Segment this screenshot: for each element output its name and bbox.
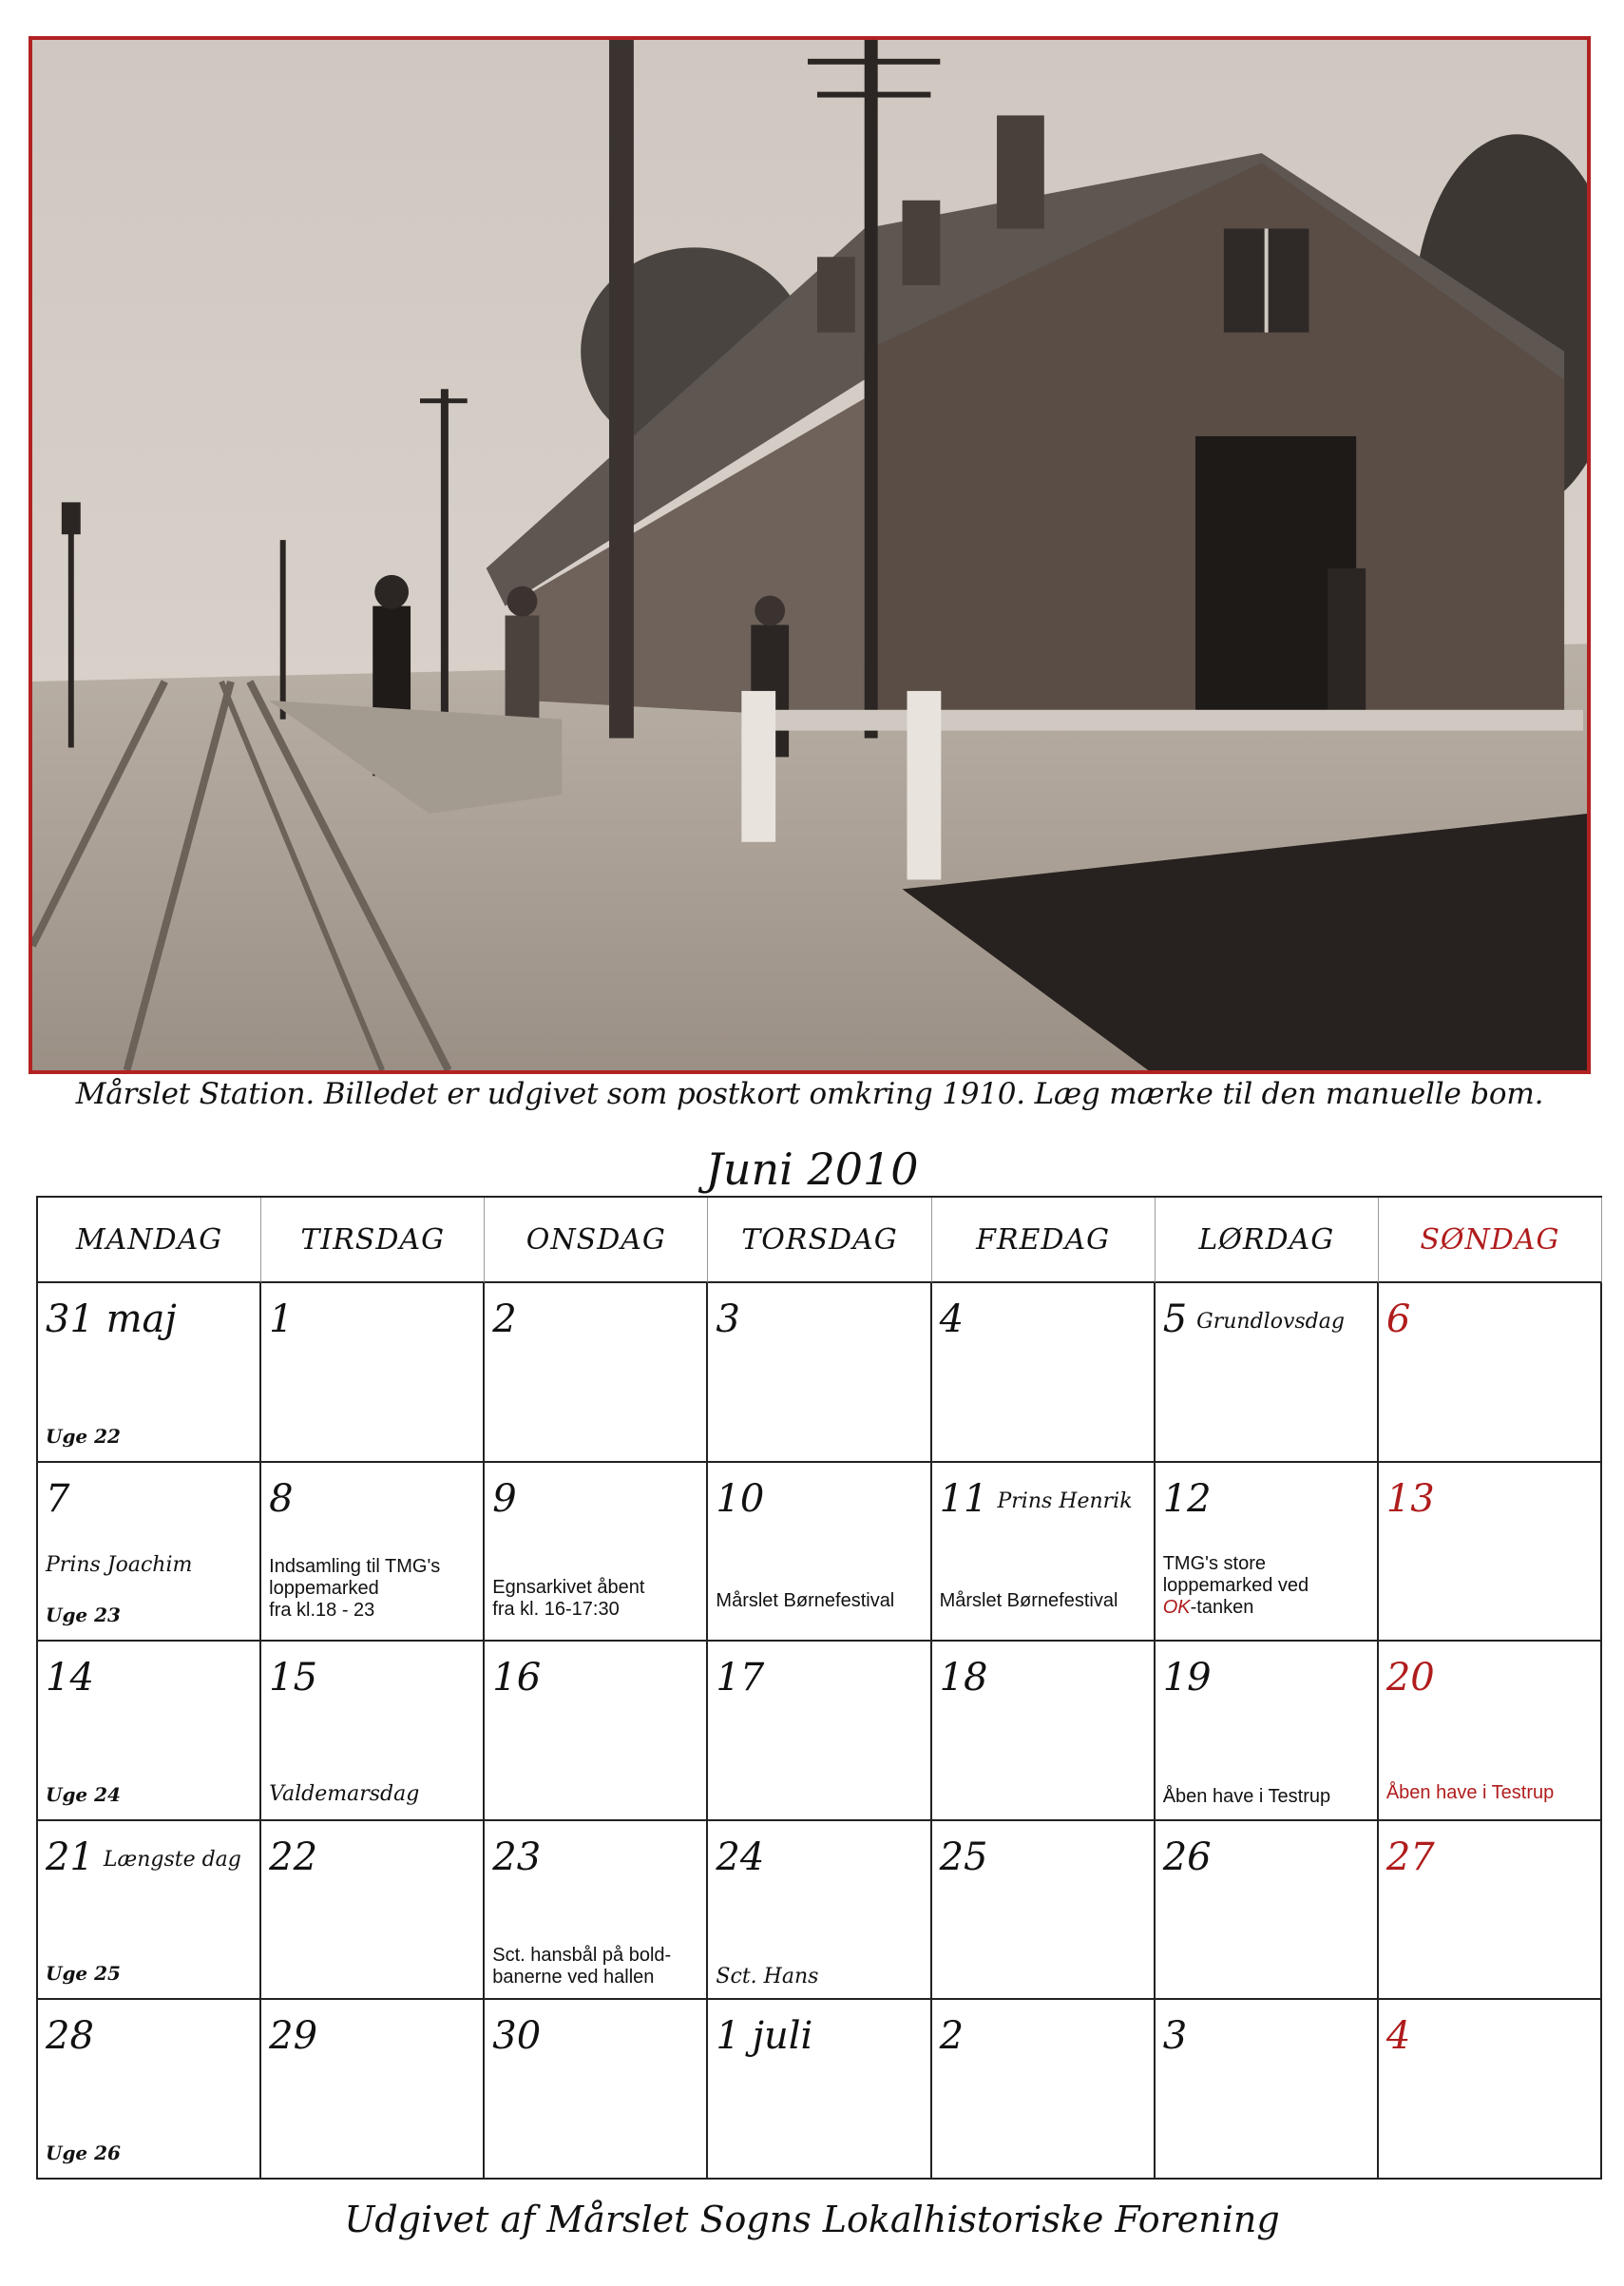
day-note: Prins Henrik [997,1489,1133,1513]
weekday-thursday: TORSDAG [708,1198,931,1283]
event-text: Mårslet Børnefestival [939,1589,1118,1611]
day-cell [261,1642,485,1821]
event-text: Mårslet Børnefestival [716,1589,895,1611]
day-cell [1379,1821,1602,2001]
weekday-sunday: SØNDAG [1379,1198,1602,1283]
day-cell [1156,1463,1379,1642]
week-number: Uge 25 [46,1962,121,1986]
day-number: 1 juli [716,2014,813,2059]
event-line: loppemarked [269,1577,379,1599]
week-number: Uge 22 [46,1424,121,1448]
day-cell [932,2000,1156,2180]
weekday-saturday: LØRDAG [1156,1198,1379,1283]
day-number: 23 [492,1835,542,1879]
event-text: Åben have i Testrup [1385,1781,1555,1803]
day-cell [38,1642,261,1821]
day-number [940,1476,1133,1525]
day-note: Længste dag [103,1847,241,1872]
day-cell [38,2000,261,2180]
day-number: 3 [1162,2014,1188,2059]
day-number: 6 [1385,1297,1411,1341]
day-cell [1379,1463,1602,1642]
day-cell [485,1283,708,1463]
day-note: Grundlovsdag [1196,1310,1345,1334]
holiday-label: Prins Joachim [46,1552,193,1577]
day-number: 24 [716,1835,765,1879]
day-cell [932,1821,1156,2001]
event-text: Åben have i Testrup [1162,1785,1331,1807]
day-number: 4 [939,1297,965,1341]
day-cell [1379,1283,1602,1463]
publisher-footer: Udgivet af Mårslet Sogns Lokalhistoriske Forening [344,2199,1280,2240]
station-photo-illustration [32,40,1587,1070]
day-number: 4 [1385,2014,1411,2059]
weekday-monday: MANDAG [38,1198,261,1283]
day-number: 12 [1162,1476,1212,1521]
event-line: fra kl. 16-17:30 [492,1598,620,1620]
day-number-value: 21 [46,1835,94,1879]
event-line: TMG's store [1162,1552,1266,1574]
event-tail: -tanken [1190,1596,1254,1618]
day-cell [485,2000,708,2180]
holiday-label: Valdemarsdag [269,1781,420,1806]
day-number: 29 [269,2014,318,2059]
event-text [269,1556,440,1622]
day-number: 13 [1385,1476,1435,1521]
event-text [1163,1553,1309,1619]
day-number: 9 [492,1476,517,1521]
day-number: 17 [716,1656,765,1700]
day-cell [708,1642,931,1821]
day-number-value: 11 [939,1476,988,1521]
day-number: 15 [269,1656,318,1700]
day-cell [708,1463,931,1642]
day-number: 30 [492,2014,542,2059]
day-cell [1156,2000,1379,2180]
day-cell [261,2000,485,2180]
photo-caption: Mårslet Station. Billedet er udgivet som postkort omkring 1910. Læg mærke til den manuelle bom. [75,1077,1544,1111]
event-line: banerne ved hallen [492,1967,655,1988]
day-number: 14 [46,1656,94,1700]
event-line: Sct. hansbål på bold- [492,1945,672,1967]
station-photo [29,36,1591,1074]
day-cell [932,1463,1156,1642]
day-number: 16 [492,1656,542,1700]
event-line: Egnsarkivet åbent [492,1576,645,1598]
day-number: 10 [716,1476,765,1521]
day-cell [1379,1642,1602,1821]
day-number: 2 [492,1297,517,1341]
ok-brand: OK [1162,1596,1191,1618]
day-number: 26 [1162,1835,1212,1879]
event-line: fra kl.18 - 23 [269,1599,375,1621]
event-text [492,1577,644,1621]
day-cell [261,1821,485,2001]
day-cell [485,1821,708,2001]
day-cell [708,1821,931,2001]
day-cell [38,1283,261,1463]
weekday-friday: FREDAG [932,1198,1156,1283]
day-number [1163,1297,1345,1345]
day-number: 2 [939,2014,965,2059]
day-cell [261,1463,485,1642]
day-cell [38,1821,261,2001]
day-number: 19 [1162,1656,1212,1700]
event-line [1163,1597,1309,1619]
holiday-label: Sct. Hans [716,1965,819,1989]
day-number: 18 [939,1656,988,1700]
day-cell [485,1463,708,1642]
weekday-tuesday: TIRSDAG [261,1198,485,1283]
day-cell [708,1283,931,1463]
day-number: 7 [46,1476,70,1521]
day-cell [261,1283,485,1463]
week-number: Uge 23 [46,1604,121,1627]
calendar-grid [36,1196,1602,2180]
day-cell [1156,1821,1379,2001]
day-number: 25 [939,1835,988,1879]
day-cell [485,1642,708,1821]
day-number: 20 [1385,1656,1435,1700]
day-number: 3 [716,1297,740,1341]
day-number: 8 [269,1476,294,1521]
event-line: Indsamling til TMG's [269,1555,441,1577]
day-cell [708,2000,931,2180]
day-cell [1156,1642,1379,1821]
day-cell [1156,1283,1379,1463]
event-text [492,1945,671,1988]
day-number: 22 [269,1835,318,1879]
day-cell [932,1283,1156,1463]
day-cell [1379,2000,1602,2180]
event-line: loppemarked ved [1162,1574,1309,1596]
day-cell [38,1463,261,1642]
day-number-value: 5 [1162,1297,1188,1341]
week-number: Uge 26 [46,2142,121,2164]
day-number: 31 maj [46,1297,177,1341]
day-cell [932,1642,1156,1821]
day-number: 28 [46,2014,94,2059]
day-number: 1 [269,1297,294,1341]
day-number [46,1835,241,1883]
day-number: 27 [1385,1835,1435,1879]
week-number: Uge 24 [46,1782,121,1806]
weekday-wednesday: ONSDAG [485,1198,708,1283]
month-title: Juni 2010 [705,1143,919,1195]
